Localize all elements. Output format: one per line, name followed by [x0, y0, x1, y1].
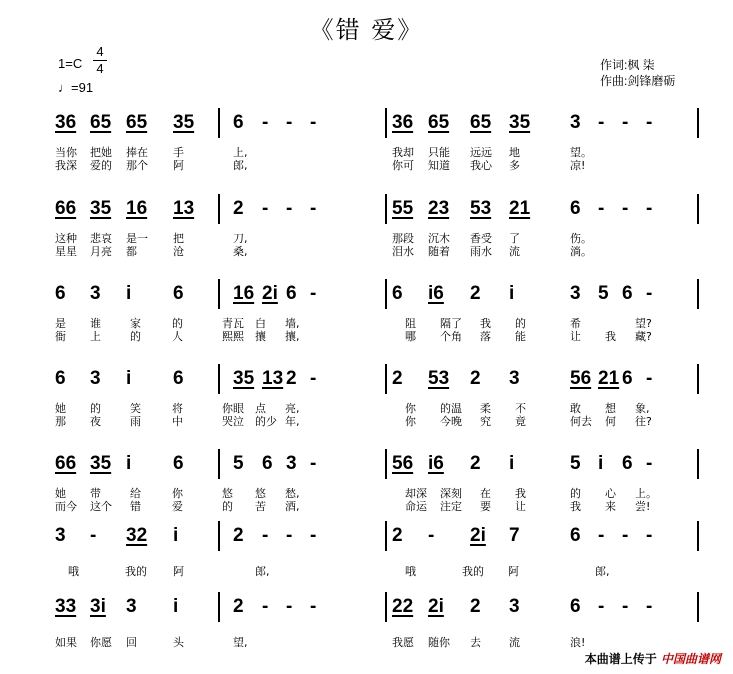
sustain-dash: -	[286, 112, 293, 133]
bar-line	[385, 521, 387, 551]
note: 3	[90, 368, 101, 389]
note: 2	[470, 596, 481, 617]
lyric-syllable: 你眼	[222, 402, 244, 415]
lyric-syllable: 要	[480, 500, 491, 513]
lyric-syllable: 让	[570, 330, 581, 343]
key-signature: 1=C	[58, 56, 83, 71]
lyric-syllable: 上,	[233, 146, 248, 159]
sustain-dash: -	[622, 112, 629, 133]
lyric-syllable: 深刻	[440, 487, 462, 500]
lyric-syllable: 这种	[55, 232, 77, 245]
note: 6	[173, 283, 184, 304]
note: 6	[233, 112, 244, 133]
lyric-syllable: 我心	[470, 159, 492, 172]
lyric-syllable: 竟	[515, 415, 526, 428]
lyric-syllable: 上。	[635, 487, 657, 500]
lyric-syllable: 把她	[90, 146, 112, 159]
lyric-syllable: 望。	[570, 146, 592, 159]
lyric-syllable: 是一	[126, 232, 148, 245]
lyric-syllable: 敢	[570, 402, 581, 415]
lyric-syllable: 悠	[222, 487, 233, 500]
lyric-syllable: 沧	[173, 245, 184, 258]
note: 23	[428, 198, 450, 219]
note: 2	[470, 368, 481, 389]
lyric-syllable: 桑,	[233, 245, 248, 258]
sustain-dash: -	[310, 283, 317, 304]
lyric-syllable: 那个	[126, 159, 148, 172]
note: 3i	[90, 596, 106, 617]
note: 36	[392, 112, 414, 133]
note: 6	[286, 283, 297, 304]
lyric-syllable: 泪水	[392, 245, 414, 258]
sustain-dash: -	[646, 283, 653, 304]
lyric-syllable: 郎,	[255, 565, 270, 578]
lyric-syllable: 阿	[508, 565, 519, 578]
note: 35	[233, 368, 255, 389]
lyric-syllable: 把	[173, 232, 184, 245]
note: 6	[173, 453, 184, 474]
lyric-syllable: 命运	[405, 500, 427, 513]
bar-line	[218, 279, 220, 309]
bar-line	[218, 364, 220, 394]
lyric-syllable: 伤。	[570, 232, 592, 245]
lyric-syllable: 淌。	[570, 245, 592, 258]
lyric-syllable: 多	[509, 159, 520, 172]
notation-line	[0, 517, 733, 557]
bar-line	[385, 194, 387, 224]
bar-line	[385, 449, 387, 479]
site-logo: 中国曲谱网	[660, 652, 721, 666]
composer-credit: 作曲:剑锋磨砺	[600, 74, 676, 88]
lyric-syllable: 中	[172, 415, 183, 428]
lyric-syllable: 香受	[470, 232, 492, 245]
lyric-syllable: 给	[130, 487, 141, 500]
note: 35	[90, 453, 112, 474]
bar-line	[385, 364, 387, 394]
notation-line	[0, 360, 733, 400]
note: 65	[470, 112, 492, 133]
meter-bottom: 4	[96, 61, 104, 76]
note: 16	[233, 283, 255, 304]
sustain-dash: -	[286, 525, 293, 546]
lyric-syllable: 夜	[90, 415, 101, 428]
lyric-syllable: 郎,	[595, 565, 610, 578]
lyric-syllable: 星星	[55, 245, 77, 258]
lyric-syllable: 雨水	[470, 245, 492, 258]
lyric-syllable: 远远	[470, 146, 492, 159]
note: 6	[392, 283, 403, 304]
note: 6	[622, 283, 633, 304]
note: 21	[598, 368, 620, 389]
note: 3	[55, 525, 66, 546]
lyric-syllable: 悠	[255, 487, 266, 500]
notation-line	[0, 275, 733, 315]
bar-line	[697, 108, 699, 138]
note: 53	[428, 368, 450, 389]
note: 65	[126, 112, 148, 133]
bar-line	[697, 279, 699, 309]
note: 3	[509, 596, 520, 617]
lyric-syllable: 地	[509, 146, 520, 159]
note: i	[173, 525, 179, 546]
footer-text: 本曲谱上传于	[584, 652, 657, 666]
sustain-dash: -	[286, 596, 293, 617]
sustain-dash: -	[310, 368, 317, 389]
sustain-dash: -	[646, 525, 653, 546]
note: 3	[126, 596, 137, 617]
lyric-syllable: 那段	[392, 232, 414, 245]
lyric-syllable: 白	[255, 317, 266, 330]
bar-line	[697, 521, 699, 551]
lyric-syllable: 如果	[55, 636, 77, 649]
note: i6	[428, 453, 444, 474]
lyric-syllable: 希	[570, 317, 581, 330]
note: 2	[470, 453, 481, 474]
lyric-syllable: 上	[90, 330, 101, 343]
lyric-syllable: 我愿	[392, 636, 414, 649]
lyric-syllable: 流	[509, 636, 520, 649]
lyric-syllable: 你	[405, 415, 416, 428]
lyric-syllable: 随你	[428, 636, 450, 649]
note: 6	[570, 596, 581, 617]
lyric-syllable: 点	[255, 402, 266, 415]
note: 6	[622, 368, 633, 389]
note: 65	[90, 112, 112, 133]
lyric-syllable: 都	[126, 245, 137, 258]
note: 6	[622, 453, 633, 474]
lyric-syllable: 人	[172, 330, 183, 343]
lyric-syllable: 攘	[255, 330, 266, 343]
lyric-syllable: 我	[480, 317, 491, 330]
footer	[585, 650, 721, 667]
lyric-syllable: 我	[605, 330, 616, 343]
lyric-syllable: 去	[470, 636, 481, 649]
lyric-syllable: 墙,	[285, 317, 300, 330]
note: 3	[570, 112, 581, 133]
note: 13	[173, 198, 195, 219]
bar-line	[218, 449, 220, 479]
note: 36	[55, 112, 77, 133]
note: 3	[90, 283, 101, 304]
lyric-syllable: 注定	[440, 500, 462, 513]
sustain-dash: -	[598, 112, 605, 133]
lyric-syllable: 年,	[285, 415, 300, 428]
lyric-syllable: 悲哀	[90, 232, 112, 245]
lyric-syllable: 我深	[55, 159, 77, 172]
sustain-dash: -	[262, 596, 269, 617]
note: 6	[173, 368, 184, 389]
lyric-syllable: 阿	[173, 565, 184, 578]
note: 2	[233, 198, 244, 219]
note: 56	[570, 368, 592, 389]
bar-line	[697, 449, 699, 479]
sustain-dash: -	[428, 525, 435, 546]
lyric-syllable: 你愿	[90, 636, 112, 649]
lyric-syllable: 这个	[90, 500, 112, 513]
lyric-syllable: 的	[130, 330, 141, 343]
lyric-syllable: 的少	[255, 415, 277, 428]
lyric-syllable: 藏?	[635, 330, 652, 343]
lyric-syllable: 攘,	[285, 330, 300, 343]
lyric-syllable: 今晚	[440, 415, 462, 428]
sustain-dash: -	[262, 525, 269, 546]
note: 2i	[262, 283, 278, 304]
lyric-syllable: 望?	[635, 317, 652, 330]
lyric-syllable: 却深	[405, 487, 427, 500]
lyric-syllable: 不	[515, 402, 526, 415]
lyric-syllable: 柔	[480, 402, 491, 415]
note: 2i	[470, 525, 486, 546]
lyric-syllable: 她	[55, 402, 66, 415]
note: 2i	[428, 596, 444, 617]
lyric-syllable: 的	[172, 317, 183, 330]
lyric-syllable: 将	[172, 402, 183, 415]
lyric-syllable: 当你	[55, 146, 77, 159]
note: 2	[470, 283, 481, 304]
note: 3	[509, 368, 520, 389]
bar-line	[385, 108, 387, 138]
lyric-syllable: 我却	[392, 146, 414, 159]
note: 2	[286, 368, 297, 389]
lyric-syllable: 我	[570, 500, 581, 513]
note: 6	[570, 198, 581, 219]
lyric-syllable: 愁,	[285, 487, 300, 500]
lyric-syllable: 了	[509, 232, 520, 245]
bar-line	[697, 592, 699, 622]
note: 5	[233, 453, 244, 474]
lyric-syllable: 我的	[125, 565, 147, 578]
lyric-syllable: 阿	[173, 159, 184, 172]
lyric-syllable: 想	[605, 402, 616, 415]
lyric-syllable: 头	[173, 636, 184, 649]
lyric-syllable: 心	[605, 487, 616, 500]
lyric-syllable: 你	[172, 487, 183, 500]
sustain-dash: -	[310, 525, 317, 546]
lyric-syllable: 何去	[570, 415, 592, 428]
lyric-syllable: 哦	[68, 565, 79, 578]
note: 6	[55, 368, 66, 389]
lyric-syllable: 手	[173, 146, 184, 159]
lyric-syllable: 哪	[405, 330, 416, 343]
sustain-dash: -	[262, 112, 269, 133]
lyric-syllable: 让	[515, 500, 526, 513]
lyric-syllable: 亮,	[285, 402, 300, 415]
lyric-syllable: 熙熙	[222, 330, 244, 343]
sustain-dash: -	[646, 112, 653, 133]
note: i	[598, 453, 604, 474]
lyric-syllable: 随着	[428, 245, 450, 258]
note: 65	[428, 112, 450, 133]
note: i	[126, 453, 132, 474]
sustain-dash: -	[598, 198, 605, 219]
lyric-syllable: 的温	[440, 402, 462, 415]
note: 35	[509, 112, 531, 133]
note: 33	[55, 596, 77, 617]
note: 5	[570, 453, 581, 474]
lyric-syllable: 的	[90, 402, 101, 415]
lyric-syllable: 那	[55, 415, 66, 428]
note: 2	[233, 525, 244, 546]
lyric-syllable: 你可	[392, 159, 414, 172]
lyric-syllable: 落	[480, 330, 491, 343]
lyric-syllable: 的	[570, 487, 581, 500]
lyric-syllable: 流	[509, 245, 520, 258]
lyric-syllable: 浪!	[570, 636, 586, 649]
song-title: 《错 爱》	[309, 16, 424, 44]
note: 32	[126, 525, 148, 546]
lyric-syllable: 谁	[90, 317, 101, 330]
note: i	[509, 283, 515, 304]
bar-line	[385, 279, 387, 309]
sustain-dash: -	[646, 198, 653, 219]
note: 3	[570, 283, 581, 304]
note: 35	[90, 198, 112, 219]
sustain-dash: -	[646, 453, 653, 474]
lyric-syllable: 酒,	[285, 500, 300, 513]
lyric-syllable: 何	[605, 415, 616, 428]
time-signature	[93, 45, 107, 76]
note: 6	[262, 453, 273, 474]
lyric-syllable: 隔了	[440, 317, 462, 330]
lyric-syllable: 只能	[428, 146, 450, 159]
note: 3	[286, 453, 297, 474]
note: 66	[55, 453, 77, 474]
lyric-syllable: 错	[130, 500, 141, 513]
lyric-syllable: 笑	[130, 402, 141, 415]
lyric-syllable: 刀,	[233, 232, 248, 245]
lyric-syllable: 能	[515, 330, 526, 343]
sustain-dash: -	[598, 596, 605, 617]
sustain-dash: -	[286, 198, 293, 219]
lyric-syllable: 的	[515, 317, 526, 330]
lyric-syllable: 哦	[405, 565, 416, 578]
sustain-dash: -	[598, 525, 605, 546]
sustain-dash: -	[646, 596, 653, 617]
note: 5	[598, 283, 609, 304]
sustain-dash: -	[262, 198, 269, 219]
lyric-syllable: 我的	[462, 565, 484, 578]
notation-line	[0, 104, 733, 144]
bar-line	[218, 194, 220, 224]
lyric-syllable: 雨	[130, 415, 141, 428]
sustain-dash: -	[310, 596, 317, 617]
note: i6	[428, 283, 444, 304]
lyric-syllable: 月亮	[90, 245, 112, 258]
note: 22	[392, 596, 414, 617]
lyric-syllable: 你	[405, 402, 416, 415]
bar-line	[218, 592, 220, 622]
lyric-syllable: 尝!	[635, 500, 651, 513]
lyric-syllable: 往?	[635, 415, 652, 428]
note: i	[509, 453, 515, 474]
meter-top: 4	[96, 44, 104, 59]
lyric-syllable: 象,	[635, 402, 650, 415]
lyric-syllable: 在	[480, 487, 491, 500]
note: 6	[55, 283, 66, 304]
sustain-dash: -	[310, 453, 317, 474]
lyric-syllable: 知道	[428, 159, 450, 172]
note: i	[126, 283, 132, 304]
lyric-syllable: 青瓦	[222, 317, 244, 330]
lyricist-credit: 作词:枫 柒	[600, 58, 655, 72]
sustain-dash: -	[310, 112, 317, 133]
note: 16	[126, 198, 148, 219]
sustain-dash: -	[622, 525, 629, 546]
tempo-marking: ♩=91	[58, 80, 94, 95]
sustain-dash: -	[90, 525, 97, 546]
lyric-syllable: 而今	[55, 500, 77, 513]
note: 2	[233, 596, 244, 617]
lyric-syllable: 郎,	[233, 159, 248, 172]
lyric-syllable: 回	[126, 636, 137, 649]
lyric-syllable: 带	[90, 487, 101, 500]
note: 55	[392, 198, 414, 219]
sustain-dash: -	[622, 596, 629, 617]
note: 53	[470, 198, 492, 219]
note: 66	[55, 198, 77, 219]
lyric-syllable: 来	[605, 500, 616, 513]
lyric-syllable: 是	[55, 317, 66, 330]
note: i	[126, 368, 132, 389]
lyric-syllable: 家	[130, 317, 141, 330]
note: 2	[392, 368, 403, 389]
note: 13	[262, 368, 284, 389]
lyric-syllable: 爱	[172, 500, 183, 513]
lyric-syllable: 个角	[440, 330, 462, 343]
note: 6	[570, 525, 581, 546]
lyric-syllable: 凉!	[570, 159, 586, 172]
notation-line	[0, 445, 733, 485]
sustain-dash: -	[646, 368, 653, 389]
bar-line	[385, 592, 387, 622]
lyric-syllable: 阻	[405, 317, 416, 330]
lyric-syllable: 苦	[255, 500, 266, 513]
sustain-dash: -	[622, 198, 629, 219]
notation-line	[0, 190, 733, 230]
bar-line	[697, 194, 699, 224]
lyric-syllable: 捧在	[126, 146, 148, 159]
sustain-dash: -	[310, 198, 317, 219]
lyric-syllable: 望,	[233, 636, 248, 649]
note: 2	[392, 525, 403, 546]
lyric-syllable: 沉木	[428, 232, 450, 245]
note: 21	[509, 198, 531, 219]
bar-line	[697, 364, 699, 394]
lyric-syllable: 爱的	[90, 159, 112, 172]
notation-line	[0, 588, 733, 628]
note: 35	[173, 112, 195, 133]
bar-line	[218, 521, 220, 551]
lyric-syllable: 哭泣	[222, 415, 244, 428]
lyric-syllable: 的	[222, 500, 233, 513]
lyric-syllable: 究	[480, 415, 491, 428]
note: i	[173, 596, 179, 617]
lyric-syllable: 她	[55, 487, 66, 500]
bar-line	[218, 108, 220, 138]
note: 7	[509, 525, 520, 546]
lyric-syllable: 我	[515, 487, 526, 500]
lyric-syllable: 衙	[55, 330, 66, 343]
note: 56	[392, 453, 414, 474]
